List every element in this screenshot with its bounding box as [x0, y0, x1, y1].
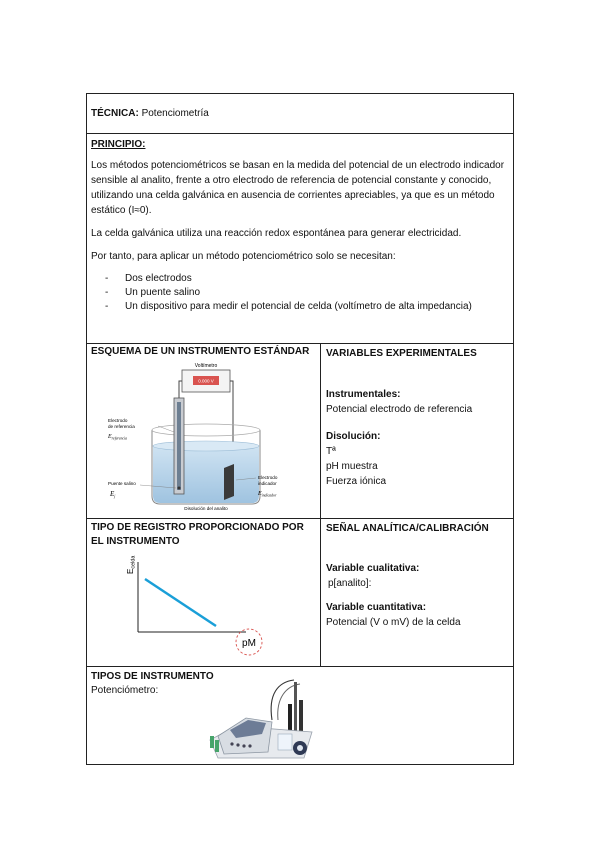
indicator-electrode-label: Electrodo	[258, 475, 278, 480]
x-axis-label: pM	[242, 638, 256, 649]
row-divider	[86, 133, 514, 134]
indicator-potential-label: $E_{indicador}$	[258, 491, 277, 498]
instrumentos-heading: TIPOS DE INSTRUMENTO	[91, 671, 214, 682]
salt-bridge-junction	[178, 487, 181, 490]
row-divider	[86, 518, 514, 519]
disolucion-item: Tª	[326, 446, 336, 457]
instrumentos-item: Potenciómetro:	[91, 685, 159, 696]
column-divider	[320, 343, 321, 666]
cuantitativa-value: Potencial (V o mV) de la celda	[326, 617, 461, 628]
voltmeter-label: Voltímetro	[194, 363, 218, 369]
principio-paragraph-2: La celda galvánica utiliza una reacción redox espontánea para generar electricidad.	[91, 228, 462, 239]
indicator-electrode	[224, 464, 234, 500]
calibration-line	[145, 579, 216, 626]
electrode-holder	[294, 682, 297, 732]
meter-key	[230, 742, 233, 745]
tecnica-value: Potenciometría	[141, 108, 209, 119]
cuantitativa-heading: Variable cuantitativa:	[326, 602, 427, 613]
analyte-solution-label: Disolución del analito	[184, 506, 228, 511]
stirrer-center	[297, 745, 303, 751]
junction-potential-label: $E_j$	[110, 490, 116, 499]
variables-heading: VARIABLES EXPERIMENTALES	[326, 348, 477, 359]
instrumentales-heading: Instrumentales:	[326, 389, 401, 400]
y-axis-label: Ecelda	[126, 555, 137, 574]
list-item: - Un puente salino	[105, 287, 201, 298]
disolucion-item: Fuerza iónica	[326, 476, 387, 487]
reference-electrode-label: de referencia	[108, 424, 135, 429]
wire	[179, 381, 182, 398]
reference-potential-label: $E_{referencia}$	[108, 434, 127, 441]
leader-line	[158, 426, 174, 432]
salt-bridge-label: Puente salino	[108, 481, 136, 486]
reference-electrode-core	[177, 402, 181, 490]
esquema-heading: ESQUEMA DE UN INSTRUMENTO ESTÁNDAR	[91, 346, 310, 357]
instrumentales-item: Potencial electrodo de referencia	[326, 404, 473, 415]
meter-key	[236, 743, 239, 746]
instrument-schematic-figure	[104, 358, 310, 516]
senal-heading: SEÑAL ANALÍTICA/CALIBRACIÓN	[326, 523, 489, 534]
tecnica-row	[91, 108, 511, 119]
solution-surface	[153, 441, 259, 451]
sample-beaker	[278, 734, 292, 750]
cualitativa-heading: Variable cualitativa:	[326, 563, 420, 574]
cualitativa-value: p[analito]:	[328, 578, 372, 589]
principio-paragraph-1: Los métodos potenciométricos se basan en la medida del potencial de un electrodo indicador sensible al analito, frente a otro electrodo de referencia de potencial constante y conocido, utilizando una celda galvánica en ausencia de corrientes apreciables, ya que es un método estático (I≈0).	[91, 160, 505, 216]
principio-section	[91, 137, 509, 314]
disolucion-item: pH muestra	[326, 461, 378, 472]
tecnica-label: TÉCNICA:	[91, 108, 139, 119]
voltmeter-display-text: 0.000 V	[198, 378, 214, 384]
registro-heading: TIPO DE REGISTRO PROPORCIONADO POR EL INSTRUMENTO	[91, 522, 304, 547]
variables-section	[326, 346, 512, 489]
list-item: - Dos electrodos	[105, 273, 192, 284]
row-divider	[86, 343, 514, 344]
principio-paragraph-3: Por tanto, para aplicar un método potenciométrico solo se necesitan:	[91, 251, 396, 262]
analyte-solution	[153, 446, 259, 503]
buffer-vial	[215, 740, 219, 752]
meter-key	[242, 744, 245, 747]
potentiometer-photo	[208, 674, 314, 764]
indicator-electrode-label: indicador	[258, 481, 277, 486]
reference-electrode-label: Electrodo	[108, 418, 128, 423]
disolucion-heading: Disolución:	[326, 431, 381, 442]
senal-section	[326, 521, 512, 630]
principio-heading: PRINCIPIO:	[91, 139, 146, 150]
principio-list	[91, 272, 509, 314]
potential-vs-pm-plot	[118, 552, 270, 664]
meter-key	[248, 744, 251, 747]
buffer-vial	[210, 736, 214, 748]
list-item: - Un dispositivo para medir el potencial de celda (voltímetro de alta impedancia)	[105, 301, 472, 312]
row-divider	[86, 666, 514, 667]
